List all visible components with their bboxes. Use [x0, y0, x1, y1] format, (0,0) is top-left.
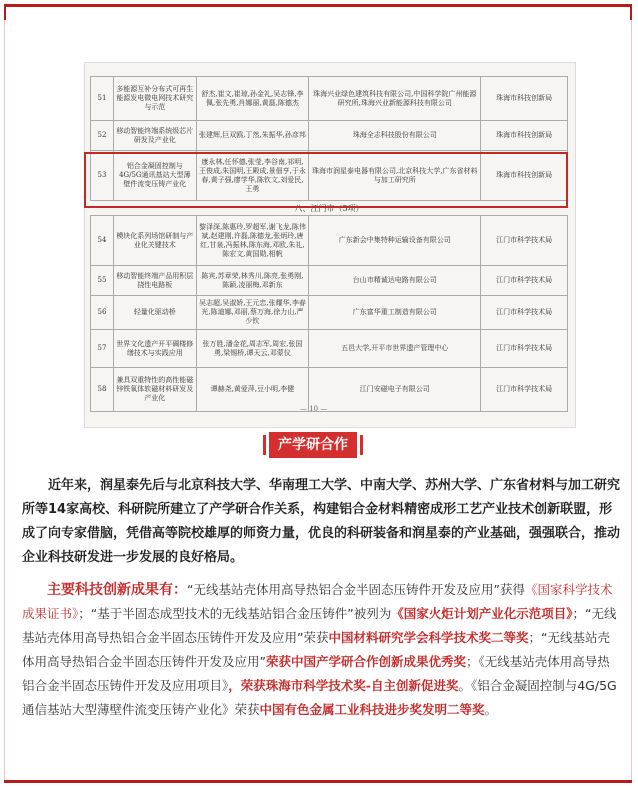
- bottom-rule: [4, 780, 632, 783]
- achievement-text: “无线基站壳体用高导热铝合金半固态压铸件开发及应用”获得: [187, 582, 525, 597]
- row-number: 52: [91, 121, 114, 151]
- section-label: 八、江门市（5项）: [294, 203, 364, 213]
- contributors: 康永林,任怀德,张莹,李谷南,祁明,王俊成,朱国明,王殿成,景佃亨,于永春,黄子强,廖学华,陈钦文,刘爱民,王勇: [196, 151, 309, 201]
- table-row: [91, 266, 568, 296]
- cooperation-paragraph: 近年来，润星泰先后与北京科技大学、华南理工大学、中南大学、苏州大学、广东省材料与加工研究所等14家高校、科研院所建立了产学研合作关系，构建铝合金材料精密成形工艺产业技术创新联盟，形成了向专家借脑，凭借高等院校雄厚的师资力量，优良的科研装备和润星泰的产业基础，强强联合，推动企业科技研发进一步发展的良好格局。: [22, 478, 621, 565]
- corner-ornament-right: [616, 4, 632, 20]
- section-title: 产学研合作: [269, 432, 357, 458]
- organizations: 江门安磁电子有限公司: [309, 368, 481, 412]
- table-row: [91, 216, 568, 266]
- row-number: 53: [91, 151, 114, 201]
- contributors: 陈宾,苏章荣,林秀川,陈亮,张勇刚,陈颖,凌丽梅,邓新东: [196, 266, 309, 296]
- nominating-department: 珠海市科技创新局: [481, 151, 568, 201]
- award-highlight: 中国有色金属工业科技进步奖发明二等奖: [259, 702, 485, 717]
- organizations: 台山市精诚达电路有限公司: [309, 266, 481, 296]
- contributors: 黎泽深,陈惠玲,罗超军,谢飞龙,陈伟斌,赵建刚,许磊,陈德龙,张炳玲,唐红,甘泉,冯振林,陈东海,邓欧,朱礼,陈宏文,黄国勋,相帆: [196, 216, 309, 266]
- organizations: 广东富华重工制造有限公司: [309, 296, 481, 330]
- organizations: 珠海全志科技股份有限公司: [309, 121, 481, 151]
- award-highlight: 《国家火炬计划产业化示范项目》: [391, 606, 573, 621]
- table-row: [91, 296, 568, 330]
- achievement-text: 。《铝合金凝固控制与4G/5G通信基站大型薄壁件流变压铸产业化》荣获: [22, 678, 617, 717]
- nominating-department: 珠海市科技创新局: [481, 121, 568, 151]
- achievements-lead: 主要科技创新成果有：: [47, 582, 187, 598]
- page-number: — 10 —: [300, 405, 328, 413]
- project-name: 兼具双重特性的高性能磁锌铁氧体软磁材料研发及产业化: [113, 368, 196, 412]
- project-name: 轻量化驱动桥: [113, 296, 196, 330]
- award-highlight: 荣获中国产学研合作创新成果优秀奖: [265, 654, 466, 669]
- project-name: 移动智能终端系统级芯片研发及产业化: [113, 121, 196, 151]
- achievements-paragraph: [22, 578, 620, 722]
- organizations: 珠海市润星泰电器有限公司,北京科技大学,广东省材料与加工研究所: [309, 151, 481, 201]
- achievement-text: 。: [484, 702, 498, 717]
- achievement-text: ；“无线基站壳体用高导热铝合金半固态压铸件开发及应用”: [22, 630, 610, 669]
- organizations: 五邑大学,开平市世界遗产管理中心: [309, 330, 481, 368]
- row-number: 56: [91, 296, 114, 330]
- table-row: [91, 330, 568, 368]
- row-number: 54: [91, 216, 114, 266]
- project-name: 多能源互补分布式可再生能源发电微电网技术研究与示范: [113, 77, 196, 121]
- row-number: 58: [91, 368, 114, 412]
- table-row: [91, 121, 568, 151]
- contributors: 舒杰,崔文,崔琼,孙金礼,吴志锋,李佩,张先勇,肖娜丽,黄磊,陈德杰: [196, 77, 309, 121]
- achievement-text: ；“基于半固态成型技术的无线基站铝合金压铸件”被列为: [78, 606, 392, 621]
- nominating-department: 江门市科学技术局: [481, 216, 568, 266]
- corner-ornament-left: [4, 4, 20, 20]
- achievement-text: ；《无线基站壳体用高导热铝合金半固态压铸件开发及应用项目》: [22, 654, 610, 693]
- contributors: 张建辉,巨双鸥,丁然,朱振华,孙彦邦: [196, 121, 309, 151]
- table-row: [91, 77, 568, 121]
- row-number: 57: [91, 330, 114, 368]
- nominating-department: 珠海市科技创新局: [481, 77, 568, 121]
- contributors: 张万胜,潘金花,周志军,周宏,张国勇,梁锡桥,谭天云,邓蒙仪: [196, 330, 309, 368]
- nominating-department: 江门市科学技术局: [481, 266, 568, 296]
- contributors: 吴志超,吴淑娇,王元忠,张耀华,李春光,陈迪娜,邓丽,蔡万海,徐力山,严少钦: [196, 296, 309, 330]
- highlight-box: [84, 152, 568, 208]
- project-name: 模块化系列场馆研制与产业化关键技术: [113, 216, 196, 266]
- project-name: 世界文化遗产开平碉楼修缮技术与实践应用: [113, 330, 196, 368]
- award-highlight: ，荣获珠海市科学技术奖-自主创新促进奖: [228, 678, 459, 693]
- award-highlight: 中国材料研究学会科学技术奖二等奖: [328, 630, 529, 645]
- row-number: 55: [91, 266, 114, 296]
- table-row: [91, 368, 568, 412]
- project-name: 移动智能终端产品用积层挠性电路板: [113, 266, 196, 296]
- achievement-text: ；“无线基站壳体用高导热铝合金半固态压铸件开发及应用”荣获: [22, 606, 617, 645]
- award-highlight: 《国家科学技术成果证书》: [22, 582, 613, 621]
- row-number: 51: [91, 77, 114, 121]
- organizations: 广东新会中集特种运输设备有限公司: [309, 216, 481, 266]
- nominating-department: 江门市科学技术局: [481, 368, 568, 412]
- awards-table: [90, 76, 568, 412]
- nominating-department: 江门市科学技术局: [481, 330, 568, 368]
- organizations: 珠海兴业绿色建筑科技有限公司,中国科学院广州能源研究所,珠海兴业新能源科技有限公司: [309, 77, 481, 121]
- nominating-department: 江门市科学技术局: [481, 296, 568, 330]
- project-name: 铝合金凝固控制与4G/5G通讯基站大型薄壁件流变压铸产业化: [113, 151, 196, 201]
- contributors: 谭赫尧,黄爱萍,豆小明,李健: [196, 368, 309, 412]
